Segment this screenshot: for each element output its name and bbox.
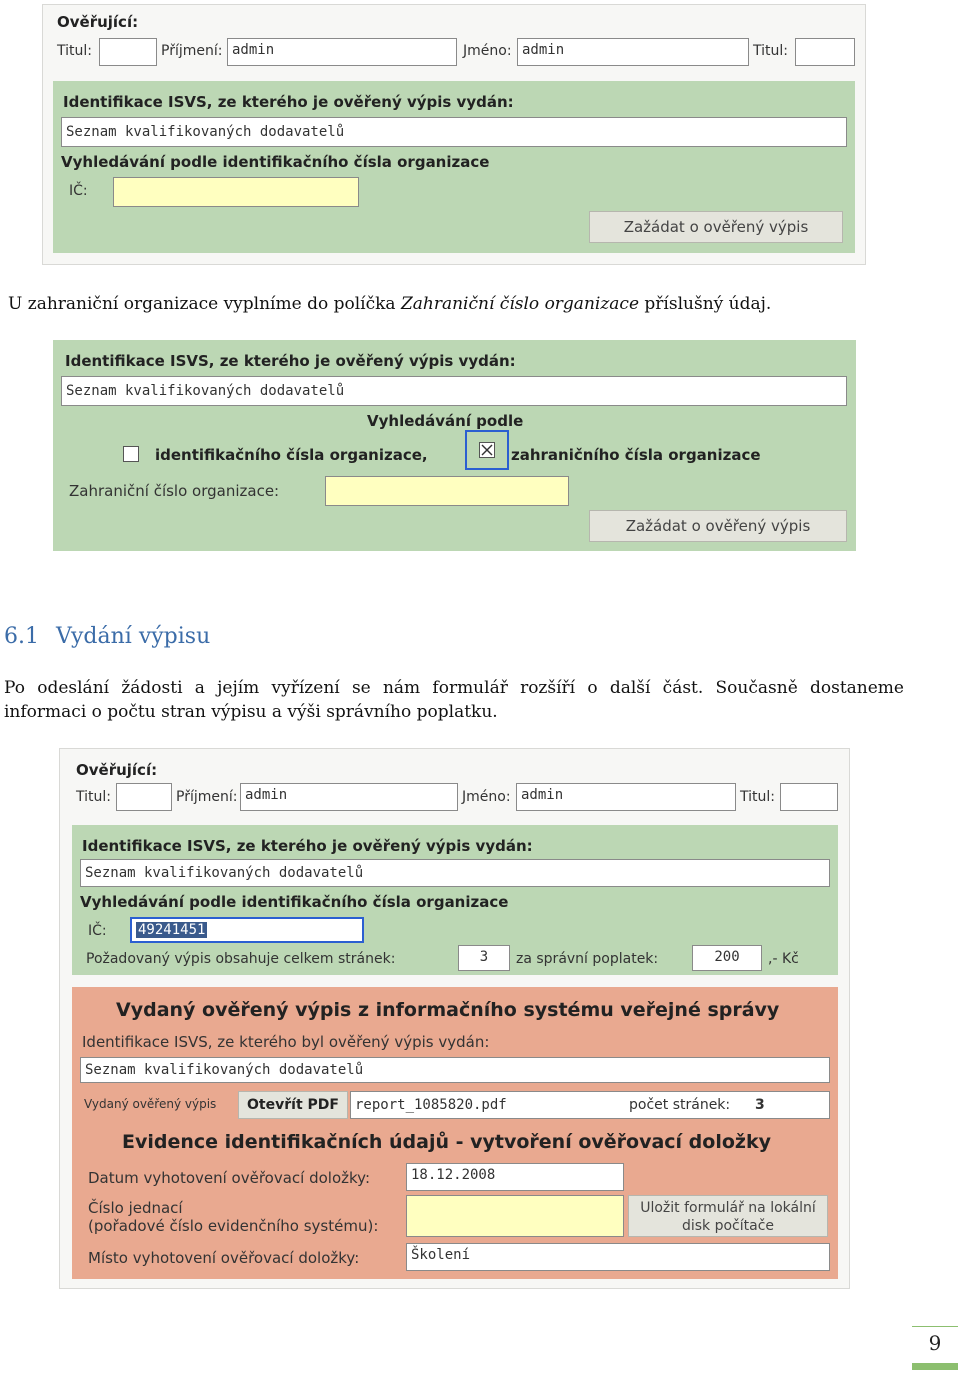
- ic-label: IČ:: [69, 183, 88, 199]
- pages-label: Požadovaný výpis obsahuje celkem stránek:: [86, 951, 396, 967]
- titul-label: Titul:: [76, 789, 111, 805]
- option1-label: identifikačního čísla organizace,: [155, 446, 428, 464]
- section-number: 6.1: [4, 624, 39, 649]
- titul-input[interactable]: [99, 38, 157, 66]
- prijmeni-label: Příjmení:: [176, 789, 238, 805]
- paragraph-2-line2: informaci o počtu stran výpisu a výši správního poplatku.: [4, 702, 498, 722]
- issued-panel: [72, 987, 838, 1279]
- para1-italic: Zahraniční číslo organizace: [400, 294, 640, 314]
- option2-checkbox[interactable]: [479, 442, 495, 458]
- titul2-label: Titul:: [753, 43, 788, 59]
- isvs-panel: [53, 81, 855, 253]
- cj-input[interactable]: [406, 1195, 624, 1237]
- prijmeni-label: Příjmení:: [161, 43, 223, 59]
- place-input[interactable]: Školení: [406, 1243, 830, 1271]
- overujici-label: Ověřující:: [76, 761, 158, 779]
- open-pdf-button[interactable]: Otevřít PDF: [238, 1091, 348, 1119]
- issued-label: Vydaný ověřený výpis: [84, 1097, 217, 1111]
- para1-after: příslušný údaj.: [639, 294, 772, 314]
- screenshot-3: [59, 748, 850, 1289]
- save-form-button[interactable]: [628, 1195, 828, 1237]
- jmeno-label: Jméno:: [462, 789, 511, 805]
- screenshot-1: [42, 4, 866, 265]
- isvs-select[interactable]: Seznam kvalifikovaných dodavatelů: [61, 117, 847, 147]
- search-heading: Vyhledávání podle: [367, 412, 524, 430]
- pages-input[interactable]: 3: [458, 945, 510, 971]
- fee-label: za správní poplatek:: [516, 951, 659, 967]
- para1-before: U zahraniční organizace vyplníme do políčka: [8, 294, 401, 314]
- isvs-select[interactable]: Seznam kvalifikovaných dodavatelů: [61, 376, 847, 406]
- request-button[interactable]: Zažádat o ověřený výpis: [589, 510, 847, 542]
- ic-label: IČ:: [88, 923, 107, 939]
- jmeno-input[interactable]: admin: [517, 38, 749, 66]
- pdf-name: report_1085820.pdf: [355, 1097, 507, 1113]
- ic-value: 49241451: [138, 922, 206, 938]
- page-count-value: 3: [755, 1097, 765, 1113]
- titul-label: Titul:: [57, 43, 92, 59]
- isvs-select[interactable]: Seznam kvalifikovaných dodavatelů: [80, 859, 830, 887]
- option1-checkbox[interactable]: [123, 446, 139, 462]
- titul2-input[interactable]: [780, 783, 838, 811]
- titul2-input[interactable]: [795, 38, 855, 66]
- issued-isvs-label: Identifikace ISVS, ze kterého byl ověřený výpis vydán:: [82, 1033, 490, 1051]
- screenshot-2: [53, 340, 856, 551]
- paragraph-1: [8, 294, 771, 314]
- option2-label: zahraničního čísla organizace: [511, 446, 761, 464]
- section-heading: [4, 624, 210, 649]
- issued-isvs-value: Seznam kvalifikovaných dodavatelů: [80, 1057, 830, 1083]
- isvs-panel: [72, 825, 838, 975]
- check-x-icon: [480, 443, 494, 457]
- page-number-bar: [912, 1363, 958, 1370]
- prijmeni-input[interactable]: admin: [227, 38, 457, 66]
- section-title: Vydání výpisu: [56, 624, 211, 649]
- save-button-line2: disk počítače: [681, 1218, 775, 1234]
- prijmeni-input[interactable]: admin: [240, 783, 458, 811]
- isvs-heading: Identifikace ISVS, ze kterého je ověřený výpis vydán:: [82, 837, 533, 855]
- page-count-label: počet stránek:: [629, 1097, 731, 1113]
- search-heading: Vyhledávání podle identifikačního čísla organizace: [61, 153, 490, 171]
- jmeno-input[interactable]: admin: [516, 783, 736, 811]
- pdf-filename: [350, 1091, 830, 1119]
- option2-checkbox-focus: [465, 430, 509, 470]
- search-heading: Vyhledávání podle identifikačního čísla organizace: [80, 893, 509, 911]
- save-button-line1: Uložit formulář na lokální: [640, 1200, 816, 1216]
- place-label: Místo vyhotovení ověřovací doložky:: [88, 1249, 360, 1267]
- cj-label-2: (pořadové číslo evidenčního systému):: [88, 1217, 379, 1235]
- titul-input[interactable]: [116, 783, 172, 811]
- overujici-label: Ověřující:: [57, 13, 139, 31]
- foreign-input[interactable]: [325, 476, 569, 506]
- foreign-label: Zahraniční číslo organizace:: [69, 482, 280, 500]
- isvs-heading: Identifikace ISVS, ze kterého je ověřený výpis vydán:: [63, 93, 514, 111]
- page-number-box: [912, 1326, 958, 1370]
- issued-heading: Vydaný ověřený výpis z informačního systému veřejné správy: [116, 999, 780, 1021]
- ic-input[interactable]: [113, 177, 359, 207]
- fee-input[interactable]: 200: [692, 945, 762, 971]
- titul2-label: Titul:: [740, 789, 775, 805]
- ic-input[interactable]: [130, 917, 364, 943]
- date-label: Datum vyhotovení ověřovací doložky:: [88, 1169, 371, 1187]
- page-number: 9: [928, 1331, 942, 1355]
- request-button[interactable]: Zažádat o ověřený výpis: [589, 211, 843, 243]
- isvs-heading: Identifikace ISVS, ze kterého je ověřený výpis vydán:: [65, 352, 516, 370]
- paragraph-2-line1: Po odeslání žádosti a jejím vyřízení se nám formulář rozšíří o další část. Současně dostaneme: [4, 678, 904, 698]
- currency-label: ,- Kč: [768, 951, 799, 967]
- cj-label-1: Číslo jednací: [88, 1199, 183, 1217]
- date-input[interactable]: 18.12.2008: [406, 1163, 624, 1191]
- evidence-heading: Evidence identifikačních údajů - vytvoření ověřovací doložky: [122, 1131, 771, 1153]
- jmeno-label: Jméno:: [463, 43, 512, 59]
